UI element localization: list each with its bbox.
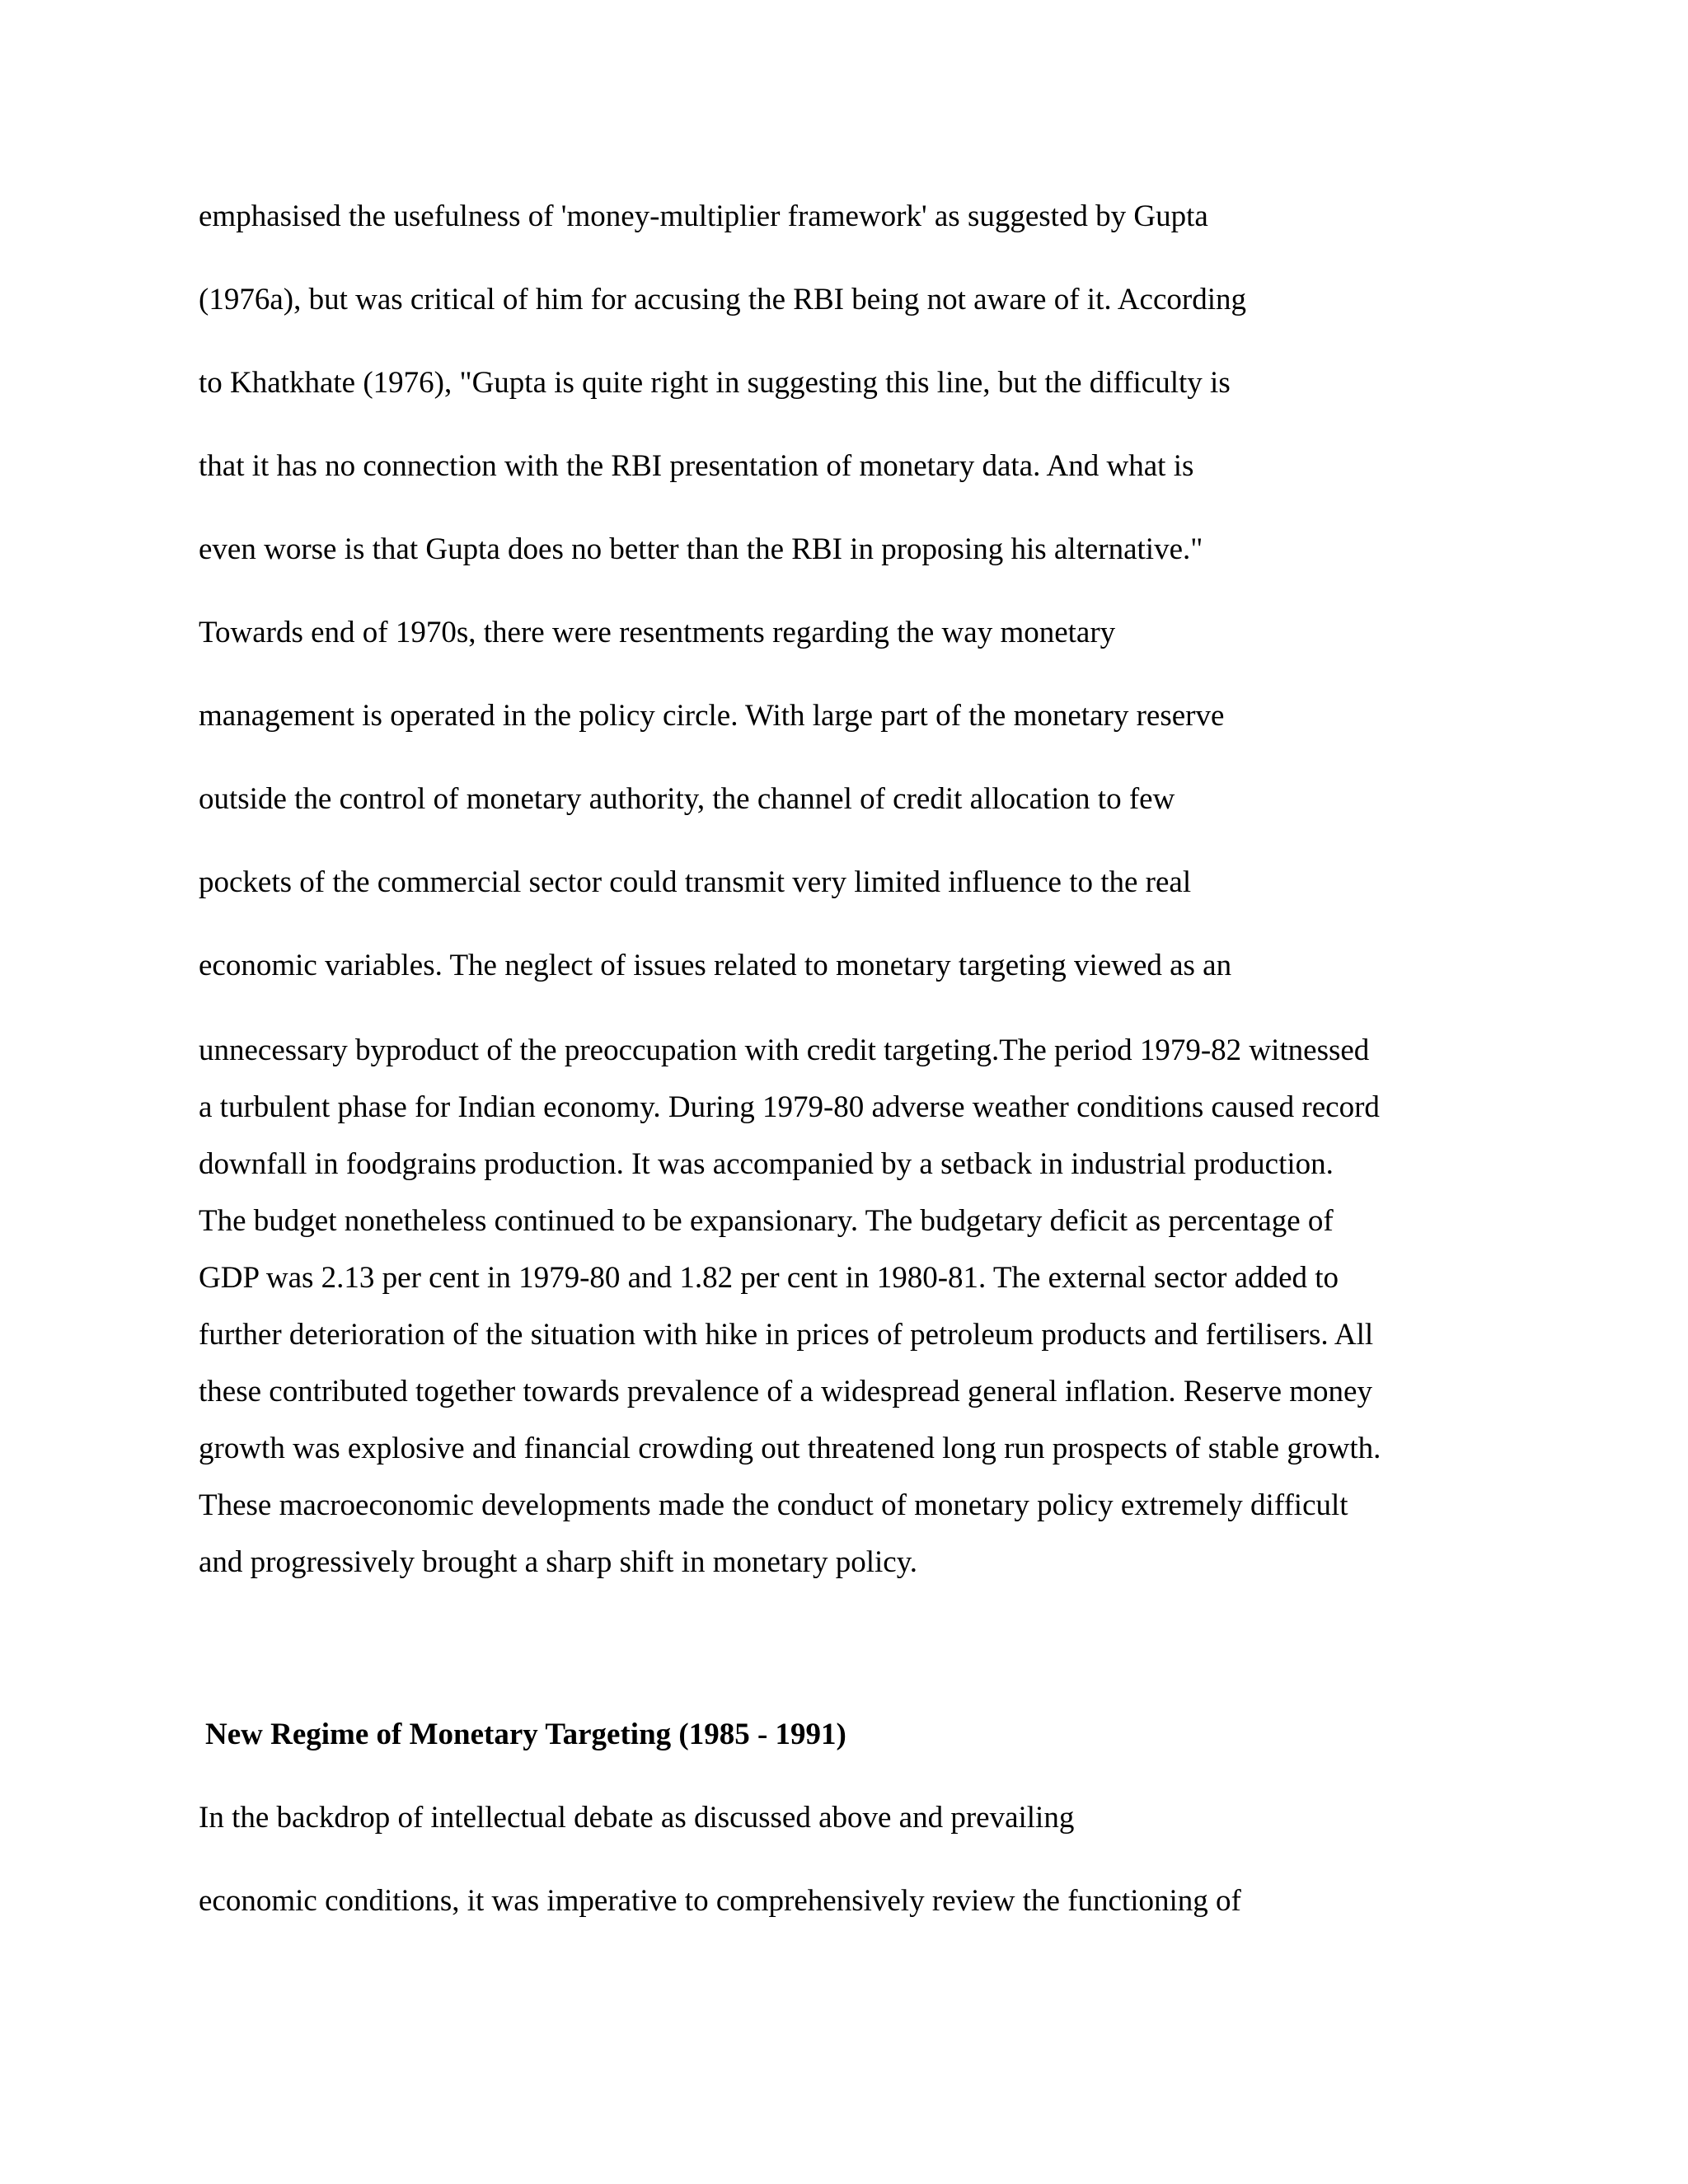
text-line: Towards end of 1970s, there were resentments regarding the way monetary — [199, 616, 1116, 649]
text-line: economic variables. The neglect of issues related to monetary targeting viewed as an — [199, 949, 1232, 982]
text-line: In the backdrop of intellectual debate as discussed above and prevailing — [199, 1801, 1075, 1835]
section-heading: New Regime of Monetary Targeting (1985 - 1991) — [205, 1718, 846, 1751]
text-line: to Khatkhate (1976), "Gupta is quite right in suggesting this line, but the difficulty is — [199, 366, 1231, 400]
paragraph-line: these contributed together towards prevalence of a widespread general inflation. Reserve money — [199, 1375, 1372, 1408]
paragraph-line: and progressively brought a sharp shift in monetary policy. — [199, 1545, 918, 1579]
paragraph-line: growth was explosive and financial crowding out threatened long run prospects of stable growth. — [199, 1432, 1381, 1465]
paragraph-line: a turbulent phase for Indian economy. During 1979-80 adverse weather conditions caused record — [199, 1090, 1380, 1124]
paragraph-line: The budget nonetheless continued to be expansionary. The budgetary deficit as percentage of — [199, 1204, 1334, 1238]
text-line: emphasised the usefulness of 'money-multiplier framework' as suggested by Gupta — [199, 199, 1208, 233]
paragraph-line: These macroeconomic developments made the conduct of monetary policy extremely difficult — [199, 1488, 1348, 1522]
text-line: management is operated in the policy circle. With large part of the monetary reserve — [199, 699, 1225, 733]
text-line: economic conditions, it was imperative to comprehensively review the functioning of — [199, 1884, 1241, 1918]
paragraph-line: further deterioration of the situation with hike in prices of petroleum products and fertilisers. All — [199, 1318, 1374, 1352]
text-line: even worse is that Gupta does no better than the RBI in proposing his alternative." — [199, 532, 1203, 566]
paragraph-line: unnecessary byproduct of the preoccupation with credit targeting.The period 1979-82 witnessed — [199, 1033, 1370, 1067]
paragraph-line: GDP was 2.13 per cent in 1979-80 and 1.82 per cent in 1980-81. The external sector added to — [199, 1261, 1339, 1295]
text-line: outside the control of monetary authority, the channel of credit allocation to few — [199, 782, 1175, 816]
paragraph-line: downfall in foodgrains production. It was accompanied by a setback in industrial production. — [199, 1147, 1334, 1181]
text-line: that it has no connection with the RBI presentation of monetary data. And what is — [199, 449, 1194, 483]
text-line: (1976a), but was critical of him for accusing the RBI being not aware of it. According — [199, 283, 1246, 316]
text-line: pockets of the commercial sector could transmit very limited influence to the real — [199, 865, 1192, 899]
